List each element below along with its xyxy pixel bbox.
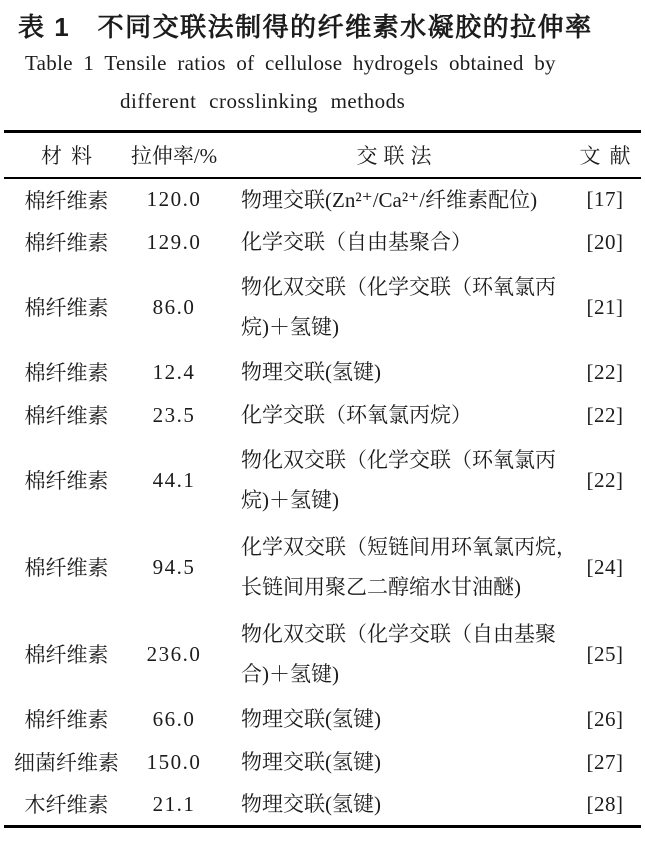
method-line: 物理交联(Zn²⁺/Ca²⁺/纤维素配位) (241, 187, 538, 212)
material-cell: 木纤维素 (24, 793, 109, 818)
table-row (4, 264, 641, 351)
method-cell (219, 221, 569, 264)
material-cell: 棉纤维素 (24, 296, 109, 320)
method-cell (219, 784, 569, 827)
material-cell: 棉纤维素 (24, 708, 109, 732)
table-row (4, 524, 641, 611)
method-line: 物理交联(氢键) (241, 792, 381, 817)
material-cell: 棉纤维素 (24, 404, 109, 428)
reference-cell: [22] (586, 359, 624, 384)
table-row (4, 741, 641, 784)
method-line: 物理交联(氢键) (241, 360, 381, 384)
method-line: 长链间用聚乙二醇缩水甘油醚) (241, 575, 521, 599)
method-cell (219, 741, 569, 784)
table-caption-en (0, 44, 645, 120)
ratio-cell: 236.0 (146, 641, 202, 666)
method-line: 合)＋氢键) (241, 662, 339, 686)
method-cell (219, 394, 569, 437)
reference-cell: [24] (586, 554, 624, 579)
method-line: 物理交联(氢键) (241, 750, 381, 774)
reference-cell: [27] (586, 749, 624, 774)
method-line: 物化双交联（化学交联（环氧氯丙 (241, 448, 556, 472)
method-line: 物化双交联（化学交联（环氧氯丙 (241, 275, 556, 299)
header-ratio: 拉伸率/% (129, 132, 219, 178)
method-cell (219, 437, 569, 524)
method-line: 化学交联（自由基聚合） (241, 230, 472, 254)
table-title-zh: 表 1 不同交联法制得的纤维素水凝胶的拉伸率 (18, 12, 593, 42)
ratio-cell: 150.0 (146, 749, 202, 774)
reference-cell: [28] (586, 791, 624, 816)
method-line: 物化双交联（化学交联（自由基聚 (241, 622, 556, 646)
method-line: 烷)＋氢键) (241, 315, 339, 339)
ratio-cell: 23.5 (152, 402, 196, 427)
material-cell: 棉纤维素 (24, 556, 109, 580)
method-cell (219, 611, 569, 698)
table-caption-en-line1: Table 1 Tensile ratios of cellulose hydrogels obtained by (25, 51, 556, 75)
ratio-cell: 44.1 (152, 467, 196, 492)
tensile-ratio-table (4, 130, 641, 828)
reference-cell: [17] (586, 187, 624, 211)
material-cell: 细菌纤维素 (14, 751, 119, 775)
method-line: 化学双交联（短链间用环氧氯丙烷， (241, 535, 577, 559)
method-line: 化学交联（环氧氯丙烷） (241, 403, 472, 427)
ratio-cell: 129.0 (146, 229, 202, 254)
ratio-cell: 86.0 (152, 294, 196, 319)
reference-cell: [20] (586, 229, 624, 254)
method-line: 烷)＋氢键) (241, 488, 339, 512)
ratio-cell: 94.5 (152, 554, 196, 579)
ratio-cell: 66.0 (152, 706, 196, 731)
method-cell (219, 178, 569, 221)
table-row (4, 784, 641, 827)
method-cell (219, 524, 577, 611)
material-cell: 棉纤维素 (24, 643, 109, 667)
material-cell: 棉纤维素 (24, 469, 109, 493)
header-row (4, 132, 641, 178)
table-row (4, 221, 641, 264)
table-row (4, 394, 641, 437)
material-cell: 棉纤维素 (24, 188, 109, 213)
method-line: 物理交联(氢键) (241, 707, 381, 731)
reference-cell: [21] (586, 294, 624, 319)
method-cell (219, 264, 569, 351)
table-caption-en-line2: different crosslinking methods (120, 89, 406, 113)
header-method: 交联法 (219, 132, 569, 178)
material-cell: 棉纤维素 (24, 231, 109, 255)
reference-cell: [26] (586, 706, 624, 731)
method-cell (219, 698, 569, 741)
method-cell (219, 351, 569, 394)
header-reference: 文献 (569, 132, 641, 178)
table-row (4, 611, 641, 698)
header-material: 材料 (4, 132, 129, 178)
reference-cell: [22] (586, 467, 624, 492)
ratio-cell: 120.0 (146, 187, 202, 211)
table-row (4, 351, 641, 394)
reference-cell: [22] (586, 402, 624, 427)
table-row (4, 178, 641, 221)
material-cell: 棉纤维素 (24, 361, 109, 385)
table-body (4, 178, 641, 827)
ratio-cell: 12.4 (152, 359, 196, 384)
table-row (4, 698, 641, 741)
reference-cell: [25] (586, 641, 624, 666)
table-row (4, 437, 641, 524)
ratio-cell: 21.1 (152, 791, 196, 816)
